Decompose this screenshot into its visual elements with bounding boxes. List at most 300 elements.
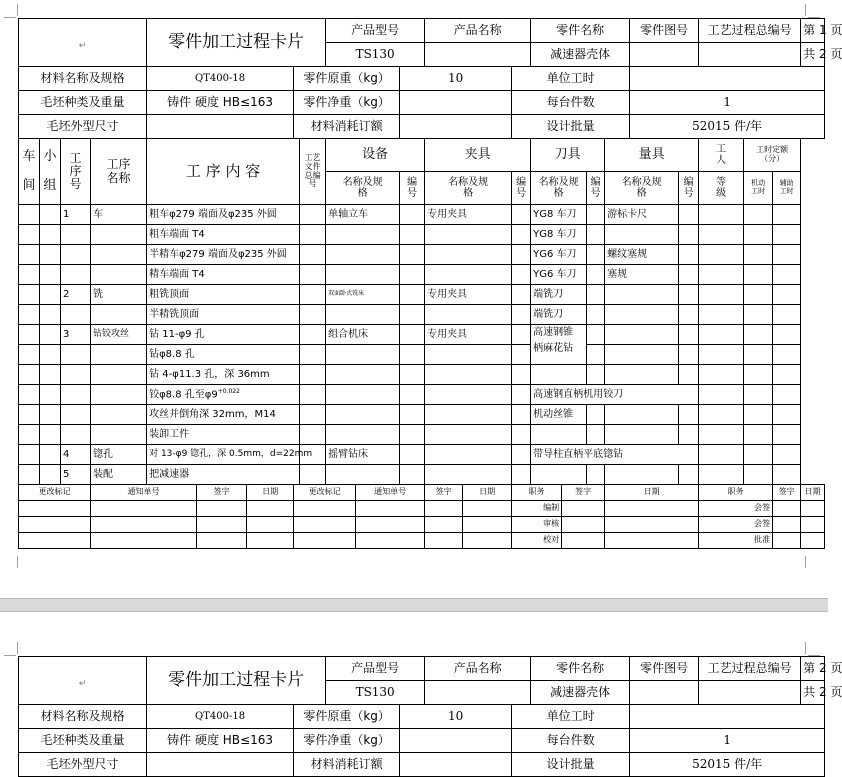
empty-cell [587,225,605,245]
empty-cell [425,245,512,265]
cell-text: 名称及规 [621,177,662,188]
empty-cell [562,517,605,533]
cell-text: 编 [516,177,527,188]
empty-cell [773,285,801,305]
part-name-label: 零件名称 [531,19,630,43]
cell-text: 钻 11-φ9 孔 [147,325,300,345]
page-number: 第 2 页 [801,657,825,681]
process-row [19,245,825,265]
sub-aux-time [773,172,801,205]
cell-text: 工 [69,150,82,165]
batch-label: 设计批量 [512,753,630,777]
empty-cell [425,225,512,245]
process-row [19,445,825,465]
empty-cell [744,465,773,485]
empty-cell [425,365,512,385]
cell-text: 组合机床 [326,325,400,345]
empty-cell [326,385,400,405]
process-row [19,325,825,345]
crop-mark [805,556,806,568]
empty-cell [425,533,463,549]
empty-cell [19,405,40,425]
empty-cell [400,325,425,345]
gross-weight-label: 零件原重（kg） [294,67,400,91]
cell-text: 号 [308,179,317,189]
empty-cell [40,425,61,445]
cell-text: 间 [22,177,36,193]
col-workshop [19,139,40,205]
empty-cell [19,465,40,485]
empty-cell [744,385,773,405]
part-drawing-value [630,681,699,705]
cell-text: 钻φ8.8 孔 [147,345,300,365]
empty-cell [19,205,40,225]
paragraph-mark: ↵ [78,40,87,51]
empty-cell [294,517,356,533]
empty-cell [300,365,326,385]
cell-text: 辅助 [779,179,794,188]
empty-cell [587,365,605,385]
part-drawing-value [630,43,699,67]
empty-cell [587,345,605,365]
cell-text: 装配 [91,465,147,485]
empty-cell [699,305,744,325]
empty-cell [679,345,699,365]
cell-text: 铣 [91,285,147,305]
cell-text: 粗车端面 T4 [147,225,300,245]
process-no-label: 工艺过程总编号 [699,657,801,681]
col-op-name [91,139,147,205]
part-name-value: 减速器壳体 [531,681,630,705]
empty-cell [425,405,512,425]
cell-text: 签字 [562,485,605,501]
cell-text: 等 [716,177,727,188]
empty-cell [19,445,40,465]
cell-text: 双面卧式铣床 [326,285,400,305]
empty-cell [400,425,425,445]
empty-cell [91,265,147,285]
cell-text: 编 [590,177,601,188]
empty-cell [425,305,512,325]
empty-cell [300,405,326,425]
cell-text: YG6 车刀 [531,245,587,265]
cell-text: 工 [716,144,727,155]
empty-cell [326,305,400,325]
cell-text: 号 [516,188,527,199]
process-row [19,345,825,365]
empty-cell [744,345,773,365]
cell-text: 高速钢锥 [533,327,574,338]
empty-cell [400,265,425,285]
empty-cell [300,465,326,485]
cell-text: 通知单号 [356,485,425,501]
batch-label: 设计批量 [512,115,630,139]
empty-cell [744,445,773,465]
empty-cell [61,385,91,405]
cell-text: 端铣刀 [531,305,587,325]
crop-mark [805,4,806,16]
logo-cell [19,19,147,67]
empty-cell [400,405,425,425]
empty-cell [531,425,587,445]
cell-text: 日期 [605,485,699,501]
col-tool: 刀具 [531,139,605,172]
cell-text: 机动 [751,179,766,188]
part-drawing-label: 零件图号 [630,19,699,43]
cell-text: 工时定额 [756,145,789,155]
empty-cell [425,465,512,485]
cell-text: 钻铰攻丝 [91,325,147,345]
cell-text: 半精铣顶面 [147,305,300,325]
crop-mark [4,655,16,656]
cell-text: 游标卡尺 [605,205,679,225]
empty-cell [679,405,699,425]
sub-grade [699,172,744,205]
process-row [19,425,825,445]
part-name-label: 零件名称 [531,657,630,681]
empty-cell [512,305,531,325]
cell-text: 格 [636,188,647,199]
empty-cell [61,265,91,285]
empty-cell [19,305,40,325]
cell-text: 钻 4-φ11.3 孔，深 36mm [147,365,300,385]
empty-cell [512,285,531,305]
empty-cell [773,533,801,549]
empty-cell [512,425,531,445]
process-row [19,405,825,425]
empty-cell [19,365,40,385]
cell-text: 名称 [106,170,131,185]
cell-text: 签字 [425,485,463,501]
empty-cell [679,305,699,325]
cell-text: 名称及规 [342,177,383,188]
product-model-value: TS130 [326,43,425,67]
process-row [19,365,825,385]
empty-cell [326,345,400,365]
empty-cell [679,465,699,485]
empty-cell [773,385,801,405]
empty-cell [744,285,773,305]
empty-cell [773,345,801,365]
empty-cell [425,501,463,517]
empty-cell [605,517,699,533]
cell-text: 编制 [512,501,562,517]
empty-cell [91,345,147,365]
empty-cell [19,501,91,517]
cell-text: 日期 [463,485,512,501]
cell-text: 名称及规 [448,177,489,188]
empty-cell [587,465,605,485]
process-row [19,385,825,405]
signoff-row [19,517,825,533]
empty-cell [40,245,61,265]
empty-cell [773,205,801,225]
empty-cell [699,345,744,365]
empty-cell [61,245,91,265]
cell-text: 工时 [751,187,766,195]
cell-text: 工时 [779,187,794,195]
cell-text: 会签 [699,501,773,517]
empty-cell [400,225,425,245]
gross-weight-label: 零件原重（kg） [294,705,400,729]
col-content: 工 序 内 容 [147,139,300,205]
empty-cell [587,405,605,425]
cell-text: 粗车φ279 端面及φ235 外圆 [147,205,300,225]
empty-cell [400,465,425,485]
cell-text: 螺纹塞规 [605,245,679,265]
empty-cell [19,285,40,305]
empty-cell [587,285,605,305]
cell-text: 通知单号 [91,485,197,501]
empty-cell [773,325,801,345]
cell-text: 5 [61,465,91,485]
signoff-row [19,533,825,549]
crop-mark [17,642,18,654]
process-row [19,305,825,325]
consumption-value [400,115,512,139]
cell-text: （分） [760,154,785,163]
empty-cell [801,517,825,533]
empty-cell [40,405,61,425]
empty-cell [300,385,326,405]
col-seq [61,139,91,205]
empty-cell [91,225,147,245]
cell-text: 半精车φ279 端面及φ235 外圆 [147,245,300,265]
empty-cell [425,265,512,285]
empty-cell [699,385,744,405]
empty-cell [40,325,61,345]
empty-cell [40,445,61,465]
crop-mark [805,642,806,654]
empty-cell [531,365,587,385]
sub-fixture-no [512,172,531,205]
cell-text: 职务 [512,485,562,501]
page-number: 第 1 页 [801,19,825,43]
empty-cell [425,345,512,365]
empty-cell [19,245,40,265]
empty-cell [197,533,247,549]
cell-text: 端铣刀 [531,285,587,305]
empty-cell [91,501,197,517]
blank-size-value [147,753,294,777]
empty-cell [40,205,61,225]
process-card-table [18,18,842,549]
cell-text: 粗铣顶面 [147,285,300,305]
empty-cell [300,305,326,325]
empty-cell [400,285,425,305]
blank-type-value: 铸件 硬度 HB≤163 [147,729,294,753]
empty-cell [19,265,40,285]
cell-text: 精车端面 T4 [147,265,300,285]
cell-text: 编 [683,177,694,188]
empty-cell [744,325,773,345]
cell-text: 校对 [512,533,562,549]
cell-text: 职务 [699,485,773,501]
empty-cell [699,365,744,385]
cell-text: 把减速器 [147,465,300,485]
consumption-value [400,753,512,777]
cell-text: 号 [683,188,694,199]
empty-cell [679,325,699,345]
sub-equip-name [326,172,400,205]
empty-cell [773,305,801,325]
empty-cell [512,205,531,225]
cell-text: 号 [69,177,82,192]
empty-cell [587,425,605,445]
empty-cell [400,365,425,385]
empty-cell [19,517,91,533]
empty-cell [40,285,61,305]
process-row [19,205,825,225]
empty-cell [463,517,512,533]
cell-text: 铰φ8.8 孔至φ9 [149,389,218,401]
empty-cell [300,325,326,345]
cell-text: +0.022 [217,387,240,395]
crop-mark [17,4,18,16]
sub-tool-name [531,172,587,205]
col-gauge: 量具 [605,139,699,172]
cell-text: 4 [61,445,91,465]
empty-cell [356,501,425,517]
cell-text: 专用夹具 [425,325,512,345]
empty-cell [247,501,294,517]
empty-cell [40,365,61,385]
product-model-value: TS130 [326,681,425,705]
empty-cell [679,265,699,285]
empty-cell [400,345,425,365]
empty-cell [773,225,801,245]
empty-cell [699,465,744,485]
material-spec-value: QT400-18 [147,67,294,91]
total-pages: 共 2 页 [801,43,825,67]
cell-text: 格 [553,188,564,199]
col-worker [699,139,744,172]
empty-cell [19,425,40,445]
empty-cell [773,445,801,465]
cell-text: 格 [357,188,368,199]
sub-machine-time [744,172,773,205]
empty-cell [61,425,91,445]
cell-text: 日期 [801,485,825,501]
empty-cell [40,385,61,405]
product-name-label: 产品名称 [425,657,531,681]
cell-text: 机动丝锥 [531,405,587,425]
gross-weight-value: 10 [400,67,512,91]
empty-cell [562,533,605,549]
col-group [40,139,61,205]
cell-text: 人 [716,155,727,166]
net-weight-value [400,91,512,115]
sub-equip-no [400,172,425,205]
crop-mark [17,556,18,568]
empty-cell [247,517,294,533]
empty-cell [512,445,531,465]
cell-text: YG8 车刀 [531,205,587,225]
empty-cell [587,205,605,225]
empty-cell [425,517,463,533]
product-name-label: 产品名称 [425,19,531,43]
empty-cell [512,225,531,245]
signoff-header-row [19,485,825,501]
empty-cell [91,305,147,325]
cell-text: 批准 [699,533,773,549]
part-name-value: 减速器壳体 [531,43,630,67]
per-machine-label: 每台件数 [512,91,630,115]
empty-cell [801,533,825,549]
sub-gauge-name [605,172,679,205]
cell-text: 高速钢直柄机用铰刀 [531,385,699,405]
empty-cell [679,365,699,385]
empty-cell [512,405,531,425]
net-weight-label: 零件净重（kg） [294,91,400,115]
cell-text: 审核 [512,517,562,533]
empty-cell [512,345,531,365]
empty-cell [294,533,356,549]
empty-cell [699,225,744,245]
empty-cell [744,225,773,245]
empty-cell [40,225,61,245]
process-row [19,285,825,305]
col-quota [744,139,801,172]
empty-cell [61,305,91,325]
empty-cell [512,465,531,485]
consumption-label: 材料消耗订额 [294,753,400,777]
product-name-value [425,43,531,67]
empty-cell [587,265,605,285]
empty-cell [773,517,801,533]
cell-text: 格 [463,188,474,199]
blank-size-label: 毛坯外型尺寸 [19,115,147,139]
empty-cell [773,501,801,517]
batch-value: 52015 件/年 [630,753,825,777]
empty-cell [326,425,400,445]
empty-cell [300,425,326,445]
cell-text: 会签 [699,517,773,533]
empty-cell [605,365,679,385]
empty-cell [605,501,699,517]
blank-size-label: 毛坯外型尺寸 [19,753,147,777]
empty-cell [91,365,147,385]
cell-text: 车 [91,205,147,225]
total-pages: 共 2 页 [801,681,825,705]
cell-text: 2 [61,285,91,305]
empty-cell [605,325,679,345]
cell-text: 锪孔 [91,445,147,465]
empty-cell [699,405,744,425]
material-spec-label: 材料名称及规格 [19,67,147,91]
empty-cell [699,205,744,225]
empty-cell [61,405,91,425]
blank-size-value [147,115,294,139]
batch-value: 52015 件/年 [630,115,825,139]
ream-content [147,385,300,405]
empty-cell [197,501,247,517]
per-machine-value: 1 [630,91,825,115]
cell-text: 名称及规 [538,177,579,188]
cell-text: 号 [407,188,418,199]
cell-text: 专用夹具 [425,205,512,225]
signoff-row [19,501,825,517]
cell-text: 日期 [247,485,294,501]
empty-cell [197,517,247,533]
empty-cell [400,245,425,265]
empty-cell [679,425,699,445]
empty-cell [294,501,356,517]
empty-cell [40,465,61,485]
col-doc-no [300,139,326,205]
crop-mark [4,17,16,18]
product-model-label: 产品型号 [326,657,425,681]
